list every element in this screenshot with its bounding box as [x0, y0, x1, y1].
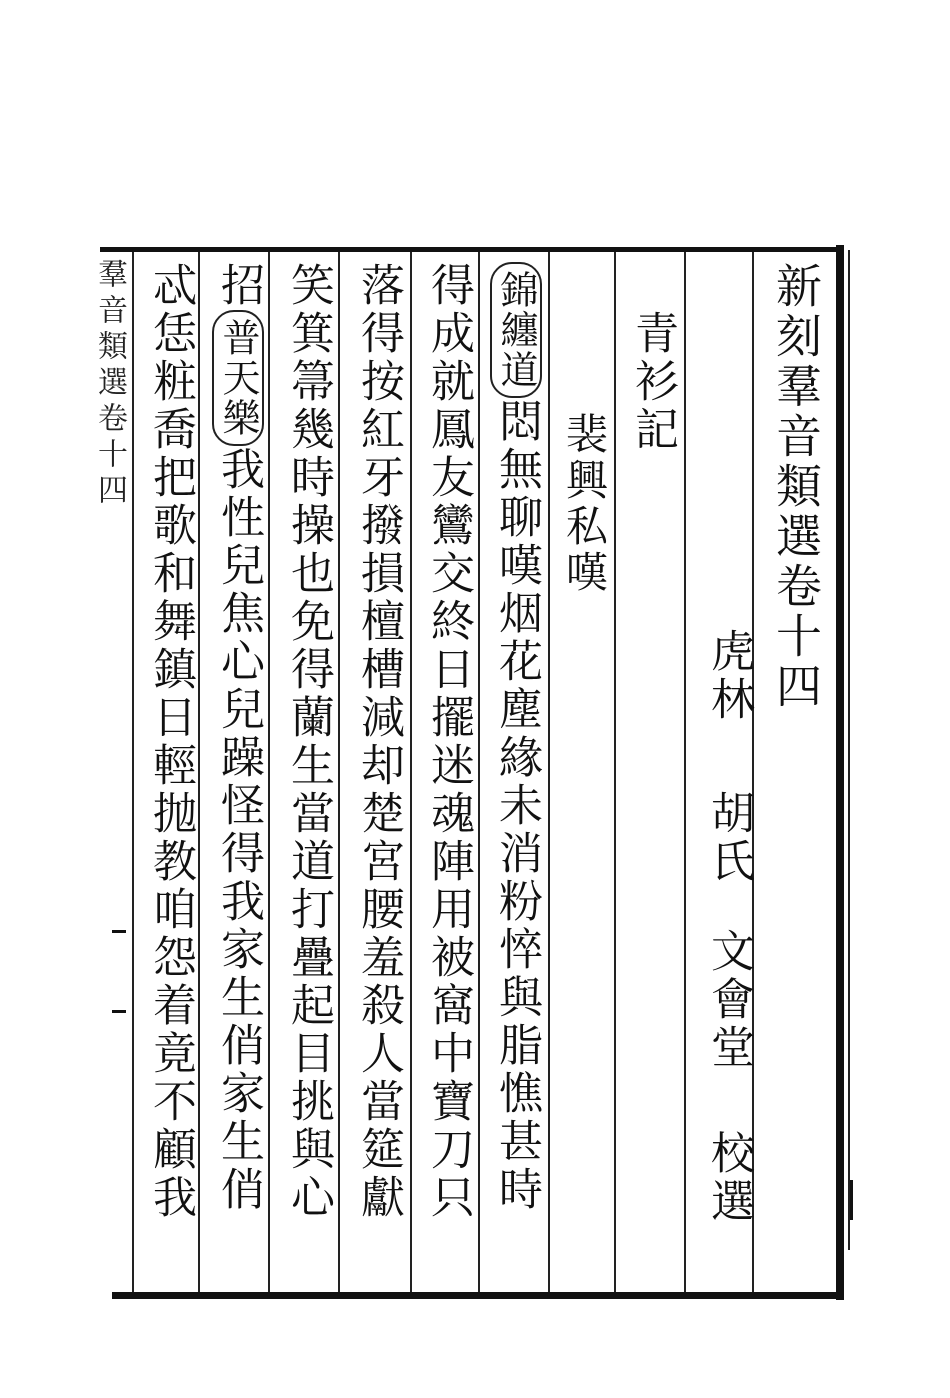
text-column-1	[488, 262, 544, 1214]
text-column-5	[210, 262, 266, 1214]
editor-role: 校選	[703, 1130, 754, 1226]
margin-title: 羣音類選卷十四	[92, 258, 127, 510]
text-column-4	[280, 262, 336, 1222]
tune-name: 錦纏道	[490, 262, 542, 398]
tune-name: 普天樂	[212, 310, 264, 446]
editor-given: 虎林	[703, 628, 754, 724]
frame-top-border	[100, 247, 842, 252]
column-prefix: 招	[213, 262, 264, 310]
scene-title: 裴興私嘆	[560, 412, 609, 596]
column-divider	[410, 252, 412, 1292]
play-title: 青衫記	[627, 310, 678, 454]
text-column-6	[142, 262, 198, 1222]
text-column-3	[350, 262, 406, 1222]
editor-surname: 胡氏	[703, 790, 754, 886]
column-divider	[548, 252, 550, 1292]
frame-bottom-border	[112, 1292, 844, 1299]
frame-right-inner-border	[848, 250, 850, 1250]
margin-mark	[112, 1010, 126, 1013]
column-text: 得成就鳳友鸞交終日擺迷魂陣用被窩中寶刀只	[423, 262, 474, 1222]
column-divider	[684, 252, 686, 1292]
frame-right-border	[836, 245, 844, 1300]
column-text: 忒恁粧喬把歌和舞鎮日輕抛教咱怨着竟不顧我	[145, 262, 196, 1222]
column-divider	[478, 252, 480, 1292]
column-text: 落得按紅牙撥損檀槽減却楚宮腰羞殺人當筵獻	[353, 262, 404, 1222]
column-divider	[268, 252, 270, 1292]
column-text: 笑箕箒幾時操也免得蘭生當道打疊起目挑與心	[283, 262, 334, 1222]
column-divider	[198, 252, 200, 1292]
column-text: 我性兒焦心兒躁怪得我家生俏家生俏	[213, 446, 264, 1214]
text-column-2	[420, 262, 476, 1222]
edge-mark	[850, 1180, 853, 1220]
column-divider	[132, 252, 134, 1292]
volume-title: 新刻羣音類選卷十四	[769, 262, 823, 712]
margin-mark	[112, 930, 126, 933]
column-text: 悶無聊嘆烟花塵緣未消粉悴與脂憔甚時	[491, 398, 542, 1214]
column-divider	[614, 252, 616, 1292]
editor-hall: 文會堂	[703, 928, 754, 1072]
column-divider	[338, 252, 340, 1292]
